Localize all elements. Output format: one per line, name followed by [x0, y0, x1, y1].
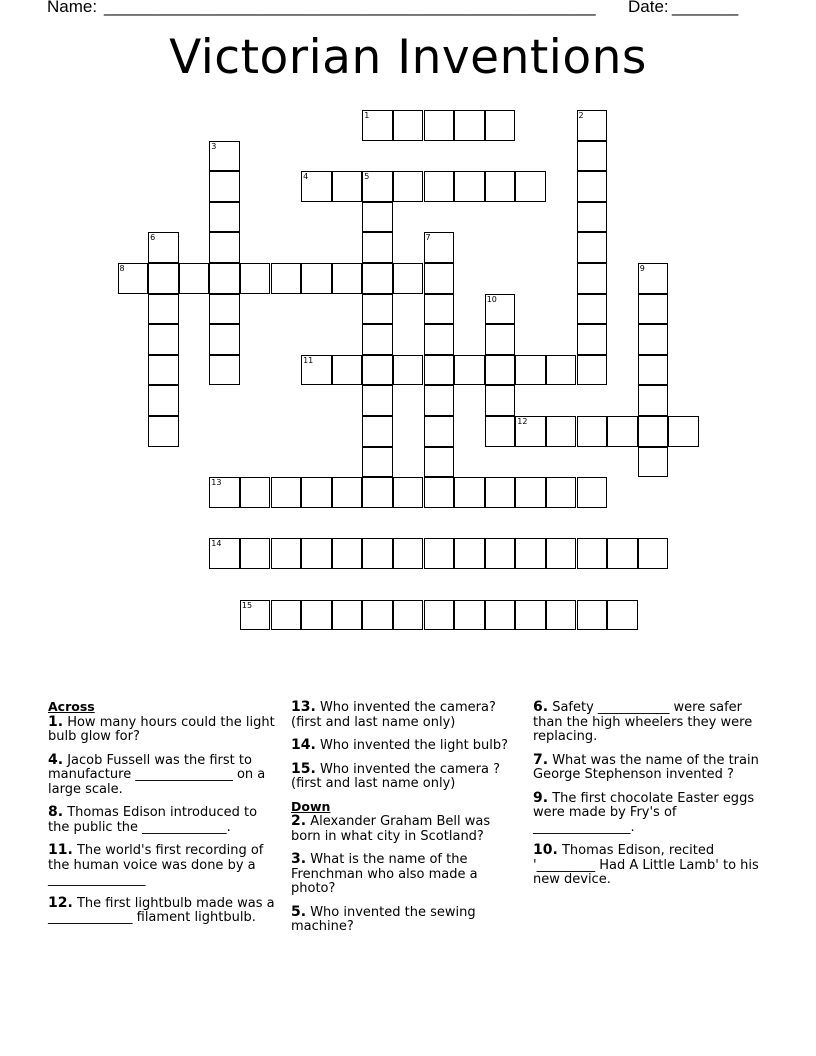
grid-cell[interactable] [515, 355, 546, 386]
grid-cell[interactable] [240, 538, 271, 569]
clue-number: 9 [639, 264, 645, 273]
clue-text: Who invented the light bulb? [315, 738, 509, 753]
grid-cell[interactable] [485, 355, 516, 386]
clue-text: Thomas Edison, recited '_________ Had A Little Lamb' to his new device. [533, 843, 759, 887]
grid-cell[interactable] [362, 538, 393, 569]
grid-cell[interactable] [393, 110, 424, 141]
grid-cell[interactable] [546, 600, 577, 631]
grid-cell[interactable] [209, 232, 240, 263]
clue-number: 14 [211, 539, 222, 549]
grid-cell[interactable] [148, 294, 179, 325]
grid-cell[interactable] [546, 355, 577, 386]
clue-text: Alexander Graham Bell was born in what city in Scotland? [291, 814, 491, 844]
clue-number: 6 [150, 233, 156, 243]
clue-number: 12 [517, 417, 528, 426]
clue-number: 7 [425, 233, 431, 243]
clue-number-label: 15. [291, 760, 316, 777]
clue [48, 805, 280, 835]
clue-text: Safety ___________ were safer than the high wheelers they were replacing. [533, 700, 753, 744]
grid-cell[interactable] [209, 263, 240, 294]
clues-column-3 [533, 700, 769, 896]
grid-cell[interactable] [485, 385, 516, 416]
grid-cell[interactable] [240, 477, 271, 508]
grid-cell[interactable] [362, 385, 393, 416]
grid-cell[interactable] [485, 477, 516, 508]
clue [533, 753, 769, 783]
grid-cell[interactable] [332, 263, 363, 294]
grid-cell[interactable] [577, 110, 608, 141]
grid-cell[interactable] [638, 294, 669, 325]
clue-text: How many hours could the light bulb glow for? [48, 714, 275, 744]
grid-cell[interactable] [577, 263, 608, 294]
grid-cell[interactable] [638, 447, 669, 478]
grid-cell[interactable] [424, 447, 455, 478]
clue-number: 8 [119, 264, 125, 273]
grid-cell[interactable] [240, 600, 271, 631]
clue-number: 11 [303, 355, 314, 365]
grid-cell[interactable] [485, 110, 516, 141]
name-line[interactable]: ____________________________________________________ [104, 0, 596, 16]
grid-cell[interactable] [485, 324, 516, 355]
clue-number: 15 [241, 600, 253, 610]
grid-cell[interactable] [515, 416, 546, 447]
clue [291, 852, 517, 897]
across-heading: Across [48, 699, 95, 714]
clue [533, 791, 769, 836]
across-clue-list [48, 715, 280, 926]
grid-cell[interactable] [424, 324, 455, 355]
grid-cell[interactable] [638, 355, 669, 386]
grid-cell[interactable] [209, 538, 240, 569]
grid-cell[interactable] [546, 477, 577, 508]
grid-cell[interactable] [424, 171, 455, 202]
grid-cell[interactable] [638, 538, 669, 569]
clue-number-label: 4. [48, 751, 64, 768]
clue [291, 814, 517, 844]
grid-cell[interactable] [393, 355, 424, 386]
clues-column-2 [291, 700, 517, 943]
grid-cell[interactable] [454, 355, 485, 386]
clue-number: 2 [578, 111, 584, 120]
grid-cell[interactable] [577, 355, 608, 386]
grid-cell[interactable] [393, 171, 424, 202]
clue-number-label: 9. [533, 789, 549, 806]
grid-cell[interactable] [485, 416, 516, 447]
grid-cell[interactable] [607, 416, 638, 447]
grid-cell[interactable] [362, 171, 393, 202]
grid-cell[interactable] [209, 355, 240, 386]
grid-cell[interactable] [424, 416, 455, 447]
grid-cell[interactable] [577, 600, 608, 631]
clue-text: Jacob Fussell was the first to manufacture _______________ on a large scale. [48, 752, 266, 797]
grid-cell[interactable] [179, 263, 210, 294]
grid-cell[interactable] [668, 416, 699, 447]
grid-cell[interactable] [362, 110, 393, 141]
clue-text: The first chocolate Easter eggs were made by Fry's of _______________. [533, 790, 755, 835]
clue-number-label: 10. [533, 842, 558, 858]
clue-number-label: 3. [291, 851, 307, 867]
grid-cell[interactable] [118, 263, 149, 294]
clue-number-label: 14. [291, 737, 316, 753]
grid-cell[interactable] [424, 385, 455, 416]
grid-cell[interactable] [515, 477, 546, 508]
grid-cell[interactable] [271, 600, 302, 631]
clue [291, 905, 517, 935]
grid-cell[interactable] [362, 355, 393, 386]
grid-cell[interactable] [485, 600, 516, 631]
grid-cell[interactable] [362, 477, 393, 508]
grid-cell[interactable] [577, 538, 608, 569]
date-line[interactable]: _______ [672, 0, 739, 16]
clue-number: 10 [486, 294, 497, 304]
grid-cell[interactable] [577, 477, 608, 508]
clue-text: What is the name of the Frenchman who also made a photo? [291, 852, 478, 896]
clue [533, 843, 769, 888]
name-label: Name: [47, 0, 98, 16]
grid-cell[interactable] [577, 171, 608, 202]
clue-text: The first lightbulb made was a _____________ filament lightbulb. [48, 895, 275, 925]
grid-cell[interactable] [209, 294, 240, 325]
grid-cell[interactable] [362, 600, 393, 631]
grid-cell[interactable] [148, 324, 179, 355]
clue-number: 5 [364, 172, 370, 182]
down-clue-list-continued [533, 700, 769, 888]
grid-cell[interactable] [607, 600, 638, 631]
grid-cell[interactable] [301, 171, 332, 202]
clue [48, 896, 280, 926]
clue-text: Who invented the camera? (first and last name only) [291, 700, 496, 730]
clue-number: 4 [303, 172, 309, 182]
grid-cell[interactable] [638, 324, 669, 355]
down-clue-list [291, 814, 517, 935]
grid-cell[interactable] [454, 477, 485, 508]
grid-cell[interactable] [362, 294, 393, 325]
grid-cell[interactable] [424, 263, 455, 294]
grid-cell[interactable] [332, 538, 363, 569]
grid-cell[interactable] [148, 232, 179, 263]
grid-cell[interactable] [393, 538, 424, 569]
clue-number-label: 7. [533, 751, 549, 768]
grid-cell[interactable] [515, 538, 546, 569]
grid-cell[interactable] [424, 110, 455, 141]
grid-cell[interactable] [638, 385, 669, 416]
clue-number-label: 5. [291, 903, 307, 920]
across-clue-list-continued [291, 700, 517, 792]
grid-cell[interactable] [332, 600, 363, 631]
clue [48, 843, 280, 888]
clue-text: Thomas Edison introduced to the public the _____________. [48, 805, 258, 835]
grid-cell[interactable] [301, 600, 332, 631]
grid-cell[interactable] [301, 355, 332, 386]
grid-cell[interactable] [209, 324, 240, 355]
clue-text: Who invented the sewing machine? [291, 904, 476, 934]
grid-cell[interactable] [638, 416, 669, 447]
grid-cell[interactable] [148, 355, 179, 386]
clue-text: What was the name of the train George Stephenson invented ? [533, 752, 759, 782]
grid-cell[interactable] [148, 263, 179, 294]
date-label: Date: [628, 0, 669, 16]
clue-number: 13 [211, 478, 222, 488]
clue-number-label: 2. [291, 813, 307, 829]
clue [48, 715, 280, 745]
clue-number-label: 8. [48, 804, 64, 820]
grid-cell[interactable] [424, 232, 455, 263]
grid-cell[interactable] [271, 477, 302, 508]
grid-cell[interactable] [485, 294, 516, 325]
grid-cell[interactable] [546, 538, 577, 569]
grid-cell[interactable] [301, 477, 332, 508]
grid-cell[interactable] [454, 171, 485, 202]
grid-cell[interactable] [424, 294, 455, 325]
grid-cell[interactable] [362, 416, 393, 447]
clues-column-1 [48, 700, 280, 934]
grid-cell[interactable] [577, 324, 608, 355]
clue-text: The world's first recording of the human voice was done by a _______________ [48, 843, 264, 887]
grid-cell[interactable] [209, 477, 240, 508]
grid-cell[interactable] [577, 141, 608, 172]
grid-cell[interactable] [577, 232, 608, 263]
clue-number: 1 [364, 111, 370, 120]
grid-cell[interactable] [424, 477, 455, 508]
grid-cell[interactable] [301, 263, 332, 294]
grid-cell[interactable] [454, 538, 485, 569]
grid-cell[interactable] [209, 202, 240, 233]
grid-cell[interactable] [240, 263, 271, 294]
grid-cell[interactable] [271, 538, 302, 569]
clue-number: 3 [211, 141, 217, 151]
grid-cell[interactable] [393, 477, 424, 508]
grid-cell[interactable] [362, 232, 393, 263]
grid-cell[interactable] [362, 447, 393, 478]
grid-cell[interactable] [424, 538, 455, 569]
grid-cell[interactable] [393, 263, 424, 294]
grid-cell[interactable] [454, 600, 485, 631]
down-heading: Down [291, 798, 331, 814]
clue [48, 753, 280, 798]
clue-number-label: 6. [533, 699, 549, 715]
grid-cell[interactable] [577, 416, 608, 447]
grid-cell[interactable] [424, 600, 455, 631]
grid-cell[interactable] [546, 416, 577, 447]
grid-cell[interactable] [148, 385, 179, 416]
grid-cell[interactable] [362, 202, 393, 233]
clue-number-label: 1. [48, 713, 64, 730]
grid-cell[interactable] [393, 600, 424, 631]
clue [291, 738, 517, 754]
grid-cell[interactable] [209, 171, 240, 202]
clue-number-label: 12. [48, 894, 73, 911]
clue-number-label: 11. [48, 842, 73, 858]
clue [533, 700, 769, 745]
clue [291, 700, 517, 730]
grid-cell[interactable] [577, 294, 608, 325]
page-title: Victorian Inventions [169, 30, 647, 85]
grid-cell[interactable] [424, 355, 455, 386]
grid-cell[interactable] [209, 141, 240, 172]
grid-cell[interactable] [332, 171, 363, 202]
grid-cell[interactable] [454, 110, 485, 141]
grid-cell[interactable] [332, 355, 363, 386]
grid-cell[interactable] [607, 538, 638, 569]
grid-cell[interactable] [362, 263, 393, 294]
grid-cell[interactable] [271, 263, 302, 294]
grid-cell[interactable] [362, 324, 393, 355]
grid-cell[interactable] [148, 416, 179, 447]
grid-cell[interactable] [301, 538, 332, 569]
grid-cell[interactable] [485, 171, 516, 202]
grid-cell[interactable] [638, 263, 669, 294]
grid-cell[interactable] [485, 538, 516, 569]
clue [291, 762, 517, 792]
grid-cell[interactable] [515, 171, 546, 202]
grid-cell[interactable] [332, 477, 363, 508]
grid-cell[interactable] [577, 202, 608, 233]
clue-number-label: 13. [291, 699, 316, 715]
clue-text: Who invented the camera ? (first and last name only) [291, 761, 500, 791]
grid-cell[interactable] [515, 600, 546, 631]
